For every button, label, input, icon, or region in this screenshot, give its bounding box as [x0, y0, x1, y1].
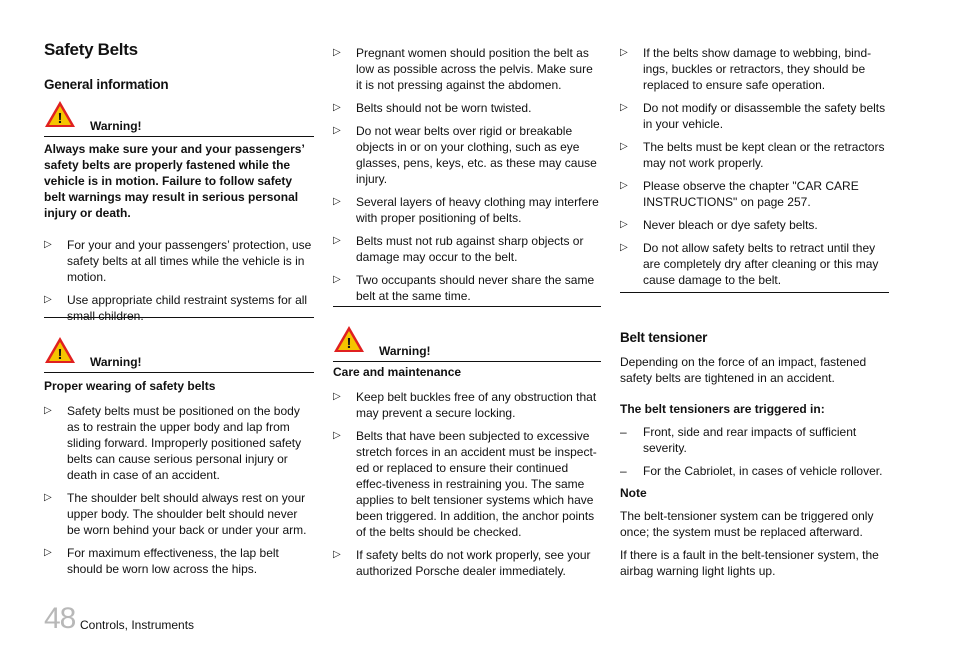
bullet-icon: ▷ [620, 47, 628, 58]
section-heading-general: General information [44, 77, 169, 92]
list-item: ▷ Two occupants should never share the same belt at the same time. [333, 273, 595, 303]
bullet-icon: ▷ [333, 102, 341, 113]
list-item: ▷ The belts must be kept clean or the retractors may not work properly. [620, 140, 885, 170]
bullet-icon: ▷ [333, 391, 341, 402]
list-item: ▷ For your and your passengers’ protection, use safety belts at all times while the vehicle is in motion. [44, 238, 312, 284]
bullet-icon: ▷ [620, 219, 628, 230]
bullet-icon: ▷ [333, 196, 341, 207]
list-item: ▷ The shoulder belt should always rest on your upper body. The shoulder belt should never be worn behind your back or under your arm. [44, 491, 307, 537]
list-item: ▷ Safety belts must be positioned on the body as to restrain the upper body and lap from sliding forward. Improperly positioned safety belts can cause serious personal injury or death in case of an accident. [44, 404, 302, 482]
note-heading: Note [620, 486, 647, 500]
divider [333, 306, 601, 307]
list-item: ▷ Please observe the chapter "CAR CARE INSTRUCTIONS" on page 257. [620, 179, 859, 209]
list-item: ▷ Do not modify or disassemble the safety belts in your vehicle. [620, 101, 886, 131]
warning-label: Warning! [90, 119, 142, 133]
trigger-list [620, 424, 889, 486]
warning-block-2 [44, 336, 314, 584]
warning-1-list [44, 237, 314, 324]
care-list [333, 389, 601, 579]
svg-text:!: ! [57, 346, 63, 363]
list-item: ▷ Never bleach or dye safety belts. [620, 218, 818, 232]
list-item: ▷ Belts must not rub against sharp objects or damage may occur to the belt. [333, 234, 584, 264]
bullet-icon: ▷ [333, 274, 341, 285]
bullet-icon: ▷ [44, 294, 52, 305]
page-title: Safety Belts [44, 40, 138, 59]
bullet-icon: ▷ [44, 405, 52, 416]
list-item: – Front, side and rear impacts of sufficient severity. [620, 425, 857, 455]
bullet-icon: ▷ [620, 180, 628, 191]
list-item: ▷ Belts that have been subjected to excessive stretch forces in an accident must be inspect-ed or replaced to ensure their continued effec-tiveness in restraining you. The same applies to belt tensioner systems which have been triggered. In addition, the anchor points of the belts should be checked. [333, 429, 597, 539]
warning-label: Warning! [379, 344, 431, 358]
warning-triangle-icon [333, 325, 365, 358]
warning-2-list [44, 403, 314, 577]
warning-subheading: Proper wearing of safety belts [44, 379, 216, 393]
list-item: ▷ Use appropriate child restraint systems for all small children. [44, 293, 308, 323]
list-item: ▷ For maximum effectiveness, the lap belt should be worn low across the hips. [44, 546, 279, 576]
list-item: – For the Cabriolet, in cases of vehicle rollover. [620, 464, 883, 478]
warning-block-care [333, 325, 601, 586]
bullet-icon: ▷ [333, 430, 341, 441]
list-item: ▷ If the belts show damage to webbing, bind-ings, buckles or retractors, they should be replaced to ensure safe operation. [620, 46, 872, 92]
bullet-icon: ▷ [333, 125, 341, 136]
svg-text:!: ! [346, 335, 352, 352]
bullet-icon: ▷ [333, 235, 341, 246]
belt-usage-list [333, 45, 601, 311]
tensioner-intro: Depending on the force of an impact, fastened safety belts are tightened in an accident. [620, 355, 867, 385]
warning-label: Warning! [90, 355, 142, 369]
dash-marker: – [620, 464, 627, 478]
divider [44, 317, 314, 318]
bullet-icon: ▷ [44, 547, 52, 558]
bullet-icon: ▷ [333, 47, 341, 58]
bullet-icon: ▷ [620, 102, 628, 113]
footer-section-label: Controls, Instruments [80, 618, 195, 632]
svg-text:!: ! [57, 110, 63, 127]
bullet-icon: ▷ [44, 492, 52, 503]
belt-care-list [620, 45, 889, 295]
bullet-icon: ▷ [44, 239, 52, 250]
divider [44, 372, 314, 373]
list-item: ▷ Belts should not be worn twisted. [333, 101, 532, 115]
divider [44, 136, 314, 137]
bullet-icon: ▷ [620, 141, 628, 152]
list-item: ▷ Keep belt buckles free of any obstruction that may prevent a secure locking. [333, 390, 597, 420]
warning-triangle-icon [44, 100, 76, 133]
note-text-2: If there is a fault in the belt-tensioner system, the airbag warning light lights up. [620, 548, 879, 578]
list-item: ▷ Pregnant women should position the belt as low as possible across the pelvis. Make sure it is not pressing against the abdomen. [333, 46, 593, 92]
note-text-1: The belt-tensioner system can be triggered only once; the system must be replaced afterward. [620, 509, 874, 539]
warning-triangle-icon [44, 336, 76, 369]
list-item: ▷ Do not allow safety belts to retract until they are completely dry after cleaning or this may cause damage to the belt. [620, 241, 879, 287]
list-item: ▷ Several layers of heavy clothing may interfere with proper positioning of belts. [333, 195, 599, 225]
bullet-icon: ▷ [620, 242, 628, 253]
warning-subheading: Care and maintenance [333, 365, 462, 379]
warning-block-1 [44, 100, 314, 331]
page-number: 48 [44, 602, 76, 635]
list-item: ▷ If safety belts do not work properly, see your authorized Porsche dealer immediately. [333, 548, 591, 578]
tensioner-triggered-heading: The belt tensioners are triggered in: [620, 402, 825, 416]
list-item: ▷ Do not wear belts over rigid or breakable objects in or on your clothing, such as eye glasses, pens, keys, etc. as these may cause injury. [333, 124, 597, 186]
section-heading-tensioner: Belt tensioner [620, 330, 708, 345]
warning-bold-text: Always make sure your and your passengers’ safety belts are properly fastened while the vehicle is in motion. Failure to follow safety belt warnings may result in serious personal injury or death. [44, 142, 305, 220]
divider [333, 361, 601, 362]
bullet-icon: ▷ [333, 549, 341, 560]
dash-marker: – [620, 425, 627, 439]
divider [620, 292, 889, 293]
